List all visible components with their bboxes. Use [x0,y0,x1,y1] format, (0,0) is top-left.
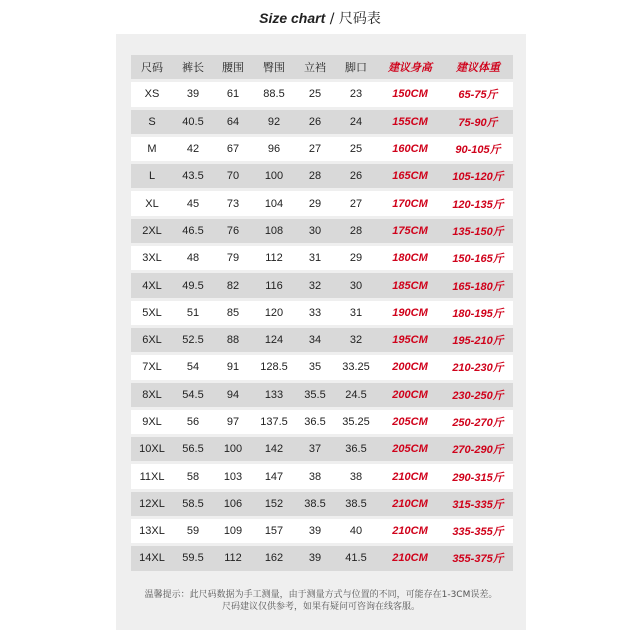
table-cell: 180-195斤 [443,301,513,325]
table-cell: 165CM [377,164,443,188]
table-cell: XS [131,82,173,106]
header-cell: 脚口 [335,55,377,79]
table-cell: 137.5 [253,410,295,434]
table-cell: 210CM [377,519,443,543]
size-table [131,52,513,574]
table-cell: 14XL [131,546,173,570]
table-cell: 40 [335,519,377,543]
table-cell: 147 [253,464,295,488]
table-cell: S [131,110,173,134]
table-cell: 205CM [377,410,443,434]
table-row [131,137,513,161]
table-row [131,519,513,543]
table-cell: 36.5 [295,410,335,434]
table-cell: 30 [335,273,377,297]
table-cell: 200CM [377,383,443,407]
table-cell: 56 [173,410,213,434]
table-cell: 152 [253,492,295,516]
table-row [131,164,513,188]
table-row [131,219,513,243]
table-cell: 29 [335,246,377,270]
table-cell: 59.5 [173,546,213,570]
table-cell: 97 [213,410,253,434]
title-separator: / [325,11,339,27]
table-cell: 11XL [131,464,173,488]
table-cell: 2XL [131,219,173,243]
table-cell: 91 [213,355,253,379]
table-cell: 52.5 [173,328,213,352]
table-cell: 109 [213,519,253,543]
table-cell: 250-270斤 [443,410,513,434]
table-cell: 30 [295,219,335,243]
table-cell: 58.5 [173,492,213,516]
table-cell: 73 [213,191,253,215]
table-cell: 96 [253,137,295,161]
table-row [131,328,513,352]
table-cell: 32 [335,328,377,352]
table-cell: 128.5 [253,355,295,379]
table-cell: 38.5 [295,492,335,516]
table-cell: 205CM [377,437,443,461]
table-cell: M [131,137,173,161]
table-cell: 70 [213,164,253,188]
table-cell: 335-355斤 [443,519,513,543]
table-cell: 67 [213,137,253,161]
table-cell: 25 [295,82,335,106]
table-cell: 23 [335,82,377,106]
table-cell: XL [131,191,173,215]
table-cell: 12XL [131,492,173,516]
table-cell: 4XL [131,273,173,297]
table-cell: 37 [295,437,335,461]
title-en: Size chart [259,10,326,26]
table-cell: 26 [335,164,377,188]
table-cell: 24 [335,110,377,134]
table-cell: 290-315斤 [443,464,513,488]
table-cell: 61 [213,82,253,106]
table-cell: 49.5 [173,273,213,297]
table-cell: 85 [213,301,253,325]
table-cell: 210-230斤 [443,355,513,379]
table-cell: 28 [335,219,377,243]
table-cell: 106 [213,492,253,516]
table-cell: 32 [295,273,335,297]
table-cell: 5XL [131,301,173,325]
table-cell: 104 [253,191,295,215]
table-cell: 103 [213,464,253,488]
table-cell: 100 [213,437,253,461]
table-cell: 210CM [377,546,443,570]
table-cell: 170CM [377,191,443,215]
table-cell: 150-165斤 [443,246,513,270]
table-cell: 270-290斤 [443,437,513,461]
note-line-1: 温馨提示：此尺码数据为手工测量，由于测量方式与位置的不同，可能存在1-3CM误差。 [144,590,498,600]
table-row [131,273,513,297]
table-cell: 35.25 [335,410,377,434]
table-cell: 162 [253,546,295,570]
table-cell: 54.5 [173,383,213,407]
table-cell: 90-105斤 [443,137,513,161]
table-row [131,191,513,215]
table-cell: 40.5 [173,110,213,134]
table-cell: 35.5 [295,383,335,407]
table-cell: 41.5 [335,546,377,570]
table-cell: 46.5 [173,219,213,243]
table-cell: 82 [213,273,253,297]
table-cell: 315-335斤 [443,492,513,516]
table-cell: 33 [295,301,335,325]
table-cell: 25 [335,137,377,161]
table-cell: 59 [173,519,213,543]
table-cell: 112 [213,546,253,570]
table-cell: 38.5 [335,492,377,516]
table-cell: 13XL [131,519,173,543]
table-cell: 76 [213,219,253,243]
table-cell: 3XL [131,246,173,270]
table-cell: 160CM [377,137,443,161]
table-row [131,410,513,434]
table-row [131,492,513,516]
table-cell: L [131,164,173,188]
table-cell: 200CM [377,355,443,379]
table-cell: 210CM [377,464,443,488]
table-cell: 39 [295,519,335,543]
table-cell: 155CM [377,110,443,134]
table-cell: 39 [295,546,335,570]
header-cell: 腰围 [213,55,253,79]
table-row [131,301,513,325]
table-cell: 31 [335,301,377,325]
table-header-row [131,55,513,79]
table-cell: 39 [173,82,213,106]
table-cell: 112 [253,246,295,270]
table-cell: 36.5 [335,437,377,461]
table-cell: 116 [253,273,295,297]
table-cell: 31 [295,246,335,270]
table-cell: 35 [295,355,335,379]
table-cell: 120 [253,301,295,325]
table-cell: 64 [213,110,253,134]
title-zh: 尺码表 [338,11,381,27]
table-row [131,546,513,570]
table-cell: 195CM [377,328,443,352]
table-cell: 108 [253,219,295,243]
table-cell: 142 [253,437,295,461]
table-row [131,383,513,407]
table-cell: 175CM [377,219,443,243]
table-row [131,246,513,270]
table-cell: 190CM [377,301,443,325]
table-row [131,82,513,106]
table-cell: 120-135斤 [443,191,513,215]
table-cell: 105-120斤 [443,164,513,188]
table-cell: 42 [173,137,213,161]
table-cell: 28 [295,164,335,188]
header-cell: 建议体重 [443,55,513,79]
table-cell: 88 [213,328,253,352]
table-cell: 51 [173,301,213,325]
table-cell: 65-75斤 [443,82,513,106]
table-cell: 6XL [131,328,173,352]
table-cell: 38 [295,464,335,488]
table-cell: 195-210斤 [443,328,513,352]
page-title [0,8,640,29]
table-cell: 26 [295,110,335,134]
table-cell: 10XL [131,437,173,461]
table-cell: 185CM [377,273,443,297]
table-cell: 29 [295,191,335,215]
table-cell: 56.5 [173,437,213,461]
header-cell: 裤长 [173,55,213,79]
table-cell: 135-150斤 [443,219,513,243]
table-cell: 230-250斤 [443,383,513,407]
table-cell: 9XL [131,410,173,434]
table-cell: 58 [173,464,213,488]
size-note [116,589,526,613]
header-cell: 建议身高 [377,55,443,79]
table-cell: 75-90斤 [443,110,513,134]
table-cell: 24.5 [335,383,377,407]
table-cell: 54 [173,355,213,379]
table-cell: 33.25 [335,355,377,379]
table-row [131,110,513,134]
table-cell: 7XL [131,355,173,379]
table-cell: 355-375斤 [443,546,513,570]
table-cell: 165-180斤 [443,273,513,297]
table-cell: 88.5 [253,82,295,106]
table-cell: 27 [295,137,335,161]
table-cell: 45 [173,191,213,215]
table-cell: 43.5 [173,164,213,188]
table-cell: 27 [335,191,377,215]
table-cell: 92 [253,110,295,134]
table-cell: 150CM [377,82,443,106]
table-cell: 8XL [131,383,173,407]
table-cell: 180CM [377,246,443,270]
note-line-2: 尺码建议仅供参考，如果有疑问可咨询在线客服。 [221,602,420,612]
table-cell: 94 [213,383,253,407]
header-cell: 臀围 [253,55,295,79]
table-cell: 100 [253,164,295,188]
table-cell: 124 [253,328,295,352]
table-cell: 34 [295,328,335,352]
table-cell: 210CM [377,492,443,516]
table-cell: 157 [253,519,295,543]
table-cell: 133 [253,383,295,407]
table-cell: 38 [335,464,377,488]
header-cell: 立裆 [295,55,335,79]
table-row [131,464,513,488]
table-cell: 79 [213,246,253,270]
table-row [131,437,513,461]
table-row [131,355,513,379]
header-cell: 尺码 [131,55,173,79]
table-cell: 48 [173,246,213,270]
